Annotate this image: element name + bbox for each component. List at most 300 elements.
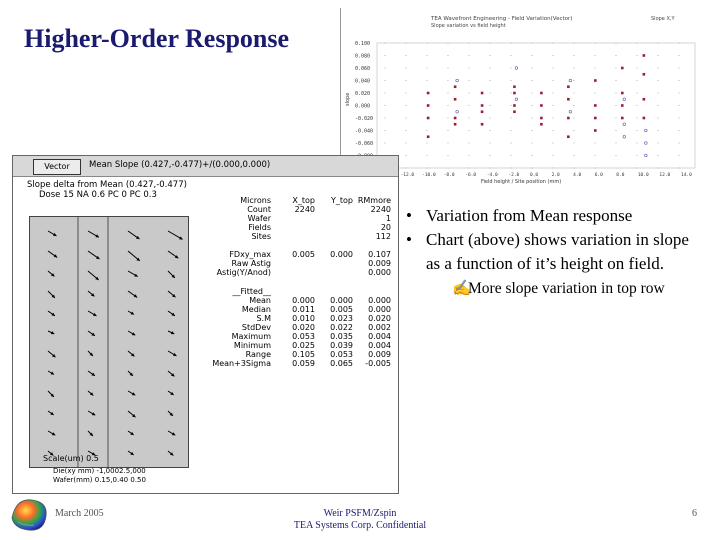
grid-dot bbox=[658, 118, 659, 119]
bullet-text: Variation from Mean response bbox=[426, 206, 633, 225]
data-point bbox=[643, 98, 646, 101]
data-point bbox=[567, 135, 570, 138]
grid-dot bbox=[469, 130, 470, 131]
stats-row bbox=[191, 314, 396, 323]
grid-dot bbox=[574, 80, 575, 81]
grid-dot bbox=[532, 68, 533, 69]
vector-button[interactable]: Vector bbox=[33, 159, 81, 175]
grid-dot bbox=[427, 55, 428, 56]
grid-dot bbox=[679, 168, 680, 169]
grid-dot bbox=[637, 80, 638, 81]
stat-value bbox=[277, 232, 315, 241]
grid-dot bbox=[511, 130, 512, 131]
stat-label: Microns bbox=[240, 196, 271, 205]
stat-value: RMmore bbox=[357, 196, 391, 205]
grid-dot bbox=[406, 143, 407, 144]
x-tick-label: 6.0 bbox=[594, 173, 603, 178]
grid-dot bbox=[511, 55, 512, 56]
grid-dot bbox=[616, 168, 617, 169]
stat-value: 0.000 bbox=[368, 305, 391, 314]
grid-dot bbox=[385, 43, 386, 44]
y-tick-label: 0.000 bbox=[355, 103, 371, 110]
stat-value bbox=[277, 241, 315, 250]
stat-value bbox=[277, 259, 315, 268]
data-point bbox=[621, 117, 624, 120]
data-point bbox=[513, 110, 516, 113]
grid-dot bbox=[616, 155, 617, 156]
grid-dot bbox=[679, 143, 680, 144]
grid-dot bbox=[679, 68, 680, 69]
x-tick-label: 14.0 bbox=[681, 173, 692, 178]
data-point bbox=[456, 110, 459, 113]
y-tick-label: 0.060 bbox=[355, 66, 371, 72]
stat-label: Minimum bbox=[233, 341, 271, 350]
stat-value: 0.010 bbox=[292, 314, 315, 323]
bullet-list bbox=[406, 204, 706, 302]
grid-dot bbox=[553, 93, 554, 94]
grid-dot bbox=[385, 118, 386, 119]
stat-label bbox=[191, 241, 277, 250]
chart-corner-label: Slope X,Y bbox=[651, 16, 675, 22]
stats-row bbox=[191, 250, 396, 259]
stat-label: FDxy_max bbox=[229, 250, 271, 259]
grid-dot bbox=[406, 168, 407, 169]
tea-logo-icon bbox=[8, 492, 52, 536]
sub-bullet-item bbox=[452, 276, 706, 302]
grid-dot bbox=[469, 155, 470, 156]
grid-dot bbox=[469, 143, 470, 144]
stat-value bbox=[277, 268, 315, 277]
data-point bbox=[567, 98, 570, 101]
grid-dot bbox=[679, 155, 680, 156]
grid-dot bbox=[490, 68, 491, 69]
grid-dot bbox=[385, 105, 386, 106]
stat-value: 0.005 bbox=[292, 250, 315, 259]
slide-title: Higher-Order Response bbox=[24, 24, 290, 53]
analysis-window bbox=[12, 155, 399, 494]
y-tick-label: 0.040 bbox=[355, 78, 371, 85]
grid-dot bbox=[616, 143, 617, 144]
grid-dot bbox=[658, 55, 659, 56]
grid-dot bbox=[595, 55, 596, 56]
grid-dot bbox=[553, 43, 554, 44]
grid-dot bbox=[574, 43, 575, 44]
data-point bbox=[623, 98, 626, 101]
grid-dot bbox=[469, 168, 470, 169]
stat-value: X_top bbox=[292, 196, 315, 205]
grid-dot bbox=[490, 105, 491, 106]
stats-row bbox=[191, 350, 396, 359]
grid-dot bbox=[385, 130, 386, 131]
stat-label: Wafer bbox=[247, 214, 271, 223]
data-point bbox=[481, 123, 484, 126]
stat-value bbox=[315, 232, 353, 241]
grid-dot bbox=[406, 105, 407, 106]
data-point bbox=[643, 117, 646, 120]
grid-dot bbox=[448, 43, 449, 44]
stat-label: Astig(Y/Anod) bbox=[216, 268, 271, 277]
grid-dot bbox=[406, 155, 407, 156]
y-axis-label: slope bbox=[345, 92, 351, 106]
stat-value bbox=[315, 241, 353, 250]
grid-dot bbox=[511, 118, 512, 119]
bullet-text: Chart (above) shows variation in slope as a function of it’s height on field. bbox=[426, 230, 689, 273]
grid-dot bbox=[595, 68, 596, 69]
data-point bbox=[427, 104, 430, 107]
grid-dot bbox=[616, 68, 617, 69]
data-point bbox=[594, 79, 597, 82]
stat-value bbox=[353, 241, 391, 250]
x-tick-label: 10.0 bbox=[637, 173, 649, 178]
grid-dot bbox=[637, 118, 638, 119]
grid-dot bbox=[595, 168, 596, 169]
stat-value bbox=[277, 223, 315, 232]
grid-dot bbox=[616, 118, 617, 119]
stat-label: StdDev bbox=[241, 323, 271, 332]
data-point bbox=[454, 123, 457, 126]
y-tick-label: 0.100 bbox=[355, 41, 371, 47]
grid-dot bbox=[385, 93, 386, 94]
stat-value: 0.000 bbox=[330, 296, 353, 305]
stats-row bbox=[191, 359, 396, 368]
stat-label: Count bbox=[247, 205, 271, 214]
stats-row bbox=[191, 259, 396, 268]
grid-dot bbox=[679, 105, 680, 106]
stats-row bbox=[191, 205, 396, 214]
x-tick-label: -10.0 bbox=[422, 173, 436, 178]
grid-dot bbox=[553, 68, 554, 69]
stat-label: Raw Astig bbox=[231, 259, 271, 268]
grid-dot bbox=[532, 118, 533, 119]
grid-dot bbox=[532, 93, 533, 94]
grid-dot bbox=[553, 118, 554, 119]
window-toolbar bbox=[13, 156, 398, 177]
grid-dot bbox=[637, 68, 638, 69]
grid-dot bbox=[511, 80, 512, 81]
bullet-item bbox=[406, 228, 706, 276]
stat-value: 0.039 bbox=[330, 341, 353, 350]
vector-field-plot bbox=[29, 216, 189, 468]
stat-label: Sites bbox=[251, 232, 271, 241]
stat-value bbox=[315, 205, 353, 214]
grid-dot bbox=[532, 80, 533, 81]
stat-value bbox=[277, 214, 315, 223]
grid-dot bbox=[637, 155, 638, 156]
x-tick-label: -12.0 bbox=[400, 173, 415, 178]
data-point bbox=[567, 85, 570, 88]
grid-dot bbox=[385, 55, 386, 56]
grid-dot bbox=[574, 55, 575, 56]
grid-dot bbox=[553, 155, 554, 156]
data-point bbox=[481, 92, 484, 95]
stat-value: -0.005 bbox=[365, 359, 391, 368]
grid-dot bbox=[595, 93, 596, 94]
grid-dot bbox=[679, 55, 680, 56]
data-point bbox=[427, 117, 430, 120]
x-tick-label: -6.0 bbox=[465, 173, 477, 178]
data-point bbox=[513, 85, 516, 88]
grid-dot bbox=[616, 130, 617, 131]
stat-value: 0.025 bbox=[292, 341, 315, 350]
data-point bbox=[594, 129, 597, 132]
stats-row bbox=[191, 214, 396, 223]
grid-dot bbox=[658, 143, 659, 144]
window-subtitle-1: Slope delta from Mean (0.427,-0.477) bbox=[27, 180, 187, 190]
stat-value: 0.022 bbox=[330, 323, 353, 332]
grid-dot bbox=[406, 93, 407, 94]
grid-dot bbox=[553, 105, 554, 106]
grid-dot bbox=[658, 43, 659, 44]
data-point bbox=[481, 104, 484, 107]
grid-dot bbox=[427, 80, 428, 81]
grid-dot bbox=[427, 143, 428, 144]
x-tick-label: -2.0 bbox=[508, 173, 520, 178]
grid-dot bbox=[553, 168, 554, 169]
grid-dot bbox=[532, 105, 533, 106]
statistics-table bbox=[191, 196, 396, 368]
stat-value: 0.065 bbox=[330, 359, 353, 368]
grid-dot bbox=[532, 43, 533, 44]
grid-dot bbox=[574, 93, 575, 94]
grid-dot bbox=[637, 143, 638, 144]
grid-dot bbox=[595, 143, 596, 144]
data-point bbox=[481, 110, 484, 113]
grid-dot bbox=[616, 55, 617, 56]
grid-dot bbox=[469, 80, 470, 81]
grid-dot bbox=[616, 105, 617, 106]
grid-dot bbox=[679, 80, 680, 81]
grid-dot bbox=[637, 43, 638, 44]
grid-dot bbox=[385, 68, 386, 69]
data-point bbox=[454, 85, 457, 88]
data-point bbox=[540, 123, 543, 126]
footer-center-1: Weir PSFM/Zspin bbox=[323, 508, 397, 519]
data-point bbox=[643, 54, 646, 57]
chart-header-2: Slope variation vs field height bbox=[431, 23, 506, 29]
grid-dot bbox=[658, 105, 659, 106]
data-point bbox=[515, 98, 518, 101]
scale-label: Scale(um) 0.5 bbox=[43, 454, 99, 463]
stats-row bbox=[191, 296, 396, 305]
sub-bullet-text: More slope variation in top row bbox=[468, 280, 665, 297]
stat-value: 0.023 bbox=[330, 314, 353, 323]
data-point bbox=[427, 92, 430, 95]
stat-value: 0.105 bbox=[292, 350, 315, 359]
grid-dot bbox=[448, 143, 449, 144]
stats-row bbox=[191, 305, 396, 314]
grid-dot bbox=[469, 93, 470, 94]
stat-value: 0.053 bbox=[292, 332, 315, 341]
grid-dot bbox=[406, 55, 407, 56]
stat-label: Median bbox=[241, 305, 271, 314]
y-tick-label: 0.080 bbox=[355, 53, 371, 60]
page-number: 6 bbox=[692, 508, 697, 519]
grid-dot bbox=[511, 43, 512, 44]
stat-value: 0.009 bbox=[368, 259, 391, 268]
stat-value: 0.000 bbox=[368, 296, 391, 305]
grid-dot bbox=[385, 80, 386, 81]
x-tick-label: 4.0 bbox=[573, 173, 582, 178]
data-point bbox=[540, 104, 543, 107]
grid-dot bbox=[490, 93, 491, 94]
data-point bbox=[427, 135, 430, 138]
stat-label: Fields bbox=[248, 223, 271, 232]
grid-dot bbox=[595, 155, 596, 156]
data-point bbox=[540, 92, 543, 95]
window-subtitle-2: Dose 15 NA 0.6 PC 0 PC 0.3 bbox=[39, 190, 157, 200]
grid-dot bbox=[427, 130, 428, 131]
bullet-dot: • bbox=[406, 230, 412, 249]
grid-dot bbox=[490, 130, 491, 131]
stat-value: 2240 bbox=[294, 205, 315, 214]
stat-label: S.M bbox=[256, 314, 271, 323]
y-tick-label: -0.040 bbox=[355, 128, 374, 135]
grid-dot bbox=[553, 55, 554, 56]
stat-value bbox=[315, 223, 353, 232]
stat-value: 0.000 bbox=[292, 296, 315, 305]
grid-dot bbox=[448, 55, 449, 56]
data-point bbox=[513, 92, 516, 95]
stat-value: 0.002 bbox=[368, 323, 391, 332]
grid-dot bbox=[448, 93, 449, 94]
grid-dot bbox=[574, 130, 575, 131]
x-tick-label: 0.0 bbox=[530, 173, 539, 178]
stats-row bbox=[191, 268, 396, 277]
data-point bbox=[567, 117, 570, 120]
grid-dot bbox=[679, 43, 680, 44]
grid-dot bbox=[532, 130, 533, 131]
stat-label: Mean bbox=[249, 296, 271, 305]
grid-dot bbox=[406, 68, 407, 69]
grid-dot bbox=[448, 130, 449, 131]
data-point bbox=[643, 73, 646, 76]
data-point bbox=[594, 117, 597, 120]
grid-dot bbox=[448, 118, 449, 119]
grid-dot bbox=[553, 80, 554, 81]
data-point bbox=[513, 104, 516, 107]
plot-area bbox=[377, 43, 695, 168]
stat-value: 0.020 bbox=[292, 323, 315, 332]
grid-dot bbox=[448, 105, 449, 106]
stat-value: 0.000 bbox=[368, 268, 391, 277]
stats-header-row bbox=[191, 196, 396, 205]
stat-value bbox=[315, 259, 353, 268]
grid-dot bbox=[658, 168, 659, 169]
grid-dot bbox=[469, 43, 470, 44]
stat-value: 0.011 bbox=[292, 305, 315, 314]
grid-dot bbox=[490, 80, 491, 81]
stat-value: 0.004 bbox=[368, 341, 391, 350]
data-point bbox=[515, 67, 518, 70]
grid-dot bbox=[574, 68, 575, 69]
grid-dot bbox=[574, 168, 575, 169]
data-point bbox=[645, 142, 648, 145]
stat-label: Mean+3Sigma bbox=[212, 359, 271, 368]
grid-dot bbox=[532, 143, 533, 144]
grid-dot bbox=[448, 80, 449, 81]
stats-row bbox=[191, 332, 396, 341]
x-tick-label: 8.0 bbox=[616, 173, 625, 178]
grid-dot bbox=[469, 68, 470, 69]
grid-dot bbox=[511, 93, 512, 94]
grid-dot bbox=[679, 93, 680, 94]
stats-row bbox=[191, 232, 396, 241]
y-tick-label: 0.020 bbox=[355, 91, 371, 97]
grid-dot bbox=[448, 68, 449, 69]
data-point bbox=[569, 79, 572, 82]
grid-dot bbox=[532, 55, 533, 56]
y-tick-label: -0.060 bbox=[355, 141, 374, 147]
vector-field-svg bbox=[30, 217, 188, 467]
bullet-item bbox=[406, 204, 706, 228]
grid-dot bbox=[595, 43, 596, 44]
grid-dot bbox=[658, 155, 659, 156]
grid-dot bbox=[658, 80, 659, 81]
grid-dot bbox=[532, 168, 533, 169]
data-point bbox=[645, 154, 648, 157]
data-point bbox=[456, 79, 459, 82]
stat-label: Range bbox=[245, 350, 271, 359]
grid-dot bbox=[637, 93, 638, 94]
data-point bbox=[623, 123, 626, 126]
grid-dot bbox=[448, 168, 449, 169]
grid-dot bbox=[658, 93, 659, 94]
grid-dot bbox=[511, 68, 512, 69]
grid-dot bbox=[574, 105, 575, 106]
footer-center-2: TEA Systems Corp. Confidential bbox=[293, 520, 427, 531]
data-point bbox=[621, 67, 624, 70]
die-label: Die(xy mm) -1,0002.5,000 bbox=[53, 467, 146, 475]
grid-dot bbox=[511, 105, 512, 106]
grid-dot bbox=[616, 80, 617, 81]
grid-dot bbox=[406, 118, 407, 119]
grid-dot bbox=[574, 118, 575, 119]
stat-value: Y_top bbox=[331, 196, 353, 205]
fitted-label: __Fitted__ bbox=[232, 287, 271, 296]
stat-label: Maximum bbox=[231, 332, 271, 341]
grid-dot bbox=[427, 68, 428, 69]
grid-dot bbox=[385, 143, 386, 144]
stat-value: 2240 bbox=[370, 205, 391, 214]
chart-header-1: TEA Wavefront Engineering - Field Variation(Vector) bbox=[431, 16, 573, 22]
grid-dot bbox=[427, 155, 428, 156]
stat-value: 0.053 bbox=[330, 350, 353, 359]
grid-dot bbox=[616, 43, 617, 44]
grid-dot bbox=[532, 155, 533, 156]
stat-value: 0.009 bbox=[368, 350, 391, 359]
y-tick-label: -0.020 bbox=[355, 116, 374, 122]
stats-row bbox=[191, 223, 396, 232]
grid-dot bbox=[511, 143, 512, 144]
data-point bbox=[621, 92, 624, 95]
grid-dot bbox=[658, 130, 659, 131]
grid-dot bbox=[574, 143, 575, 144]
grid-dot bbox=[511, 155, 512, 156]
data-point bbox=[540, 117, 543, 120]
window-title: Mean Slope (0.427,-0.477)+/(0.000,0.000) bbox=[89, 160, 271, 170]
grid-dot bbox=[469, 105, 470, 106]
stat-value: 0.004 bbox=[368, 332, 391, 341]
stats-row bbox=[191, 323, 396, 332]
stat-value: 0.107 bbox=[368, 250, 391, 259]
grid-dot bbox=[490, 55, 491, 56]
grid-dot bbox=[553, 143, 554, 144]
grid-dot bbox=[448, 155, 449, 156]
grid-dot bbox=[616, 93, 617, 94]
grid-dot bbox=[469, 118, 470, 119]
grid-dot bbox=[406, 80, 407, 81]
grid-dot bbox=[637, 168, 638, 169]
